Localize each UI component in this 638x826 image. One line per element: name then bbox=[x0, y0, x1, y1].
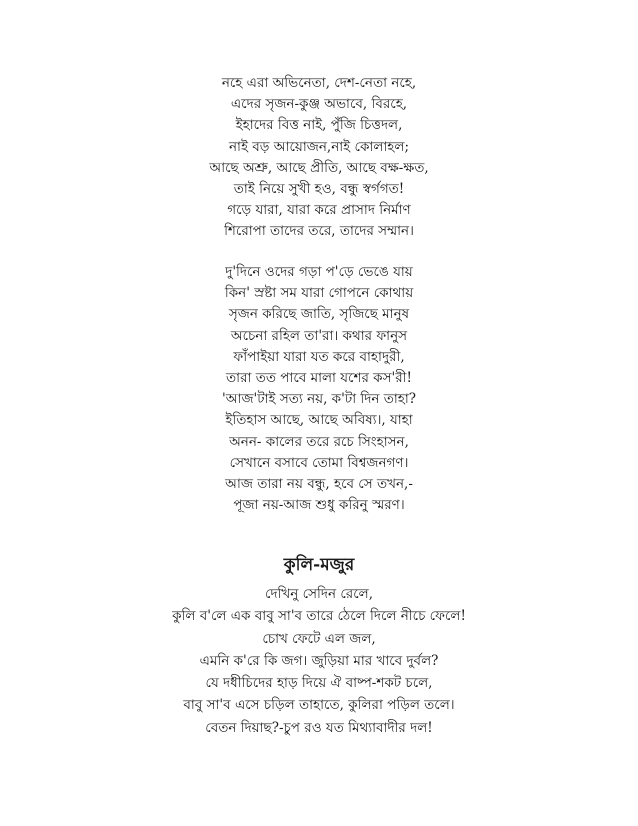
poem-line: তাই নিয়ে সুখী হও, বন্ধু স্বর্গগত! bbox=[233, 181, 405, 198]
poem-line: আজ তারা নয় বন্ধু, হবে সে তখন,- bbox=[225, 476, 413, 493]
poem-line: শিরোপা তাদের তরে, তাদের সম্মান। bbox=[224, 223, 414, 240]
poem-title: কুলি-মজুর bbox=[283, 555, 355, 575]
poem-line: দেখিনু সেদিন রেলে, bbox=[264, 586, 374, 602]
poem-line: আছে অশ্রু, আছে প্রীতি, আছে বক্ষ-ক্ষত, bbox=[209, 159, 429, 176]
poem-stanza-1 bbox=[0, 73, 638, 243]
poem-line: নাই বড় আয়োজন,নাই কোলাহল; bbox=[229, 138, 409, 155]
poem-line: বাবু সা'ব এসে চড়িল তাহাতে, কুলিরা পড়িল তলে। bbox=[183, 697, 455, 714]
poem-line: 'আজ'টাই সত্য নয়, ক'টা দিন তাহা? bbox=[222, 391, 416, 408]
poem-line: ফাঁপাইয়া যারা যত করে বাহাদুরী, bbox=[233, 348, 405, 365]
poem-line: ইতিহাস আছে, আছে অবিষ্য।, যাহা bbox=[225, 412, 413, 429]
poem-line: তারা তত পাবে মালা যশের কস'রী! bbox=[226, 370, 412, 387]
poem-stanza-3 bbox=[0, 583, 638, 739]
poem-line: গড়ে যারা, যারা করে প্রাসাদ নির্মাণ bbox=[227, 202, 411, 219]
poem-line: চোখ ফেটে এল জল, bbox=[262, 630, 376, 647]
poem-line: বেতন দিয়াছ?-চুপ রও যত মিথ্যাবাদীর দল! bbox=[205, 719, 433, 736]
poem-line: সৃজন করিছে জাতি, সৃজিছে মানুষ bbox=[228, 306, 410, 323]
poem-line: যে দধীচিদের হাড় দিয়ে ঐ বাষ্প-শকট চলে, bbox=[205, 675, 433, 692]
poem-line: দু'দিনে ওদের গড়া প'ড়ে ভেঙে যায় bbox=[225, 264, 413, 280]
poem-line: সেখানে বসাবে তোমা বিশ্বজনগণ। bbox=[229, 454, 409, 471]
poem-line: নহে এরা অভিনেতা, দেশ-নেতা নহে, bbox=[221, 75, 417, 91]
poem-line: পূজা নয়-আজ শুধু করিনু স্মরণ। bbox=[233, 497, 405, 514]
poem-line: অনন- কালের তরে রচে সিংহাসন, bbox=[229, 433, 409, 450]
poem-line: এদের সৃজন-কুঞ্জ অভাবে, বিরহে, bbox=[230, 96, 408, 113]
poem-line: কুলি ব'লে এক বাবু সা'ব তারে ঠেলে দিলে নীচে ফেলে! bbox=[172, 608, 466, 625]
poem-stanza-2 bbox=[0, 262, 638, 516]
poem-line: ইহাদের বিত্ত নাই, পুঁজি চিত্তদল, bbox=[235, 117, 403, 134]
poem-line: অচেনা রহিল তা'রা। কথার ফানুস bbox=[230, 327, 408, 344]
poem-line: কিন' স্রষ্টা সম যারা গোপনে কোথায় bbox=[224, 285, 414, 302]
poem-line: এমনি ক'রে কি জগ। জুড়িয়া মার খাবে দুর্বল? bbox=[199, 652, 439, 669]
